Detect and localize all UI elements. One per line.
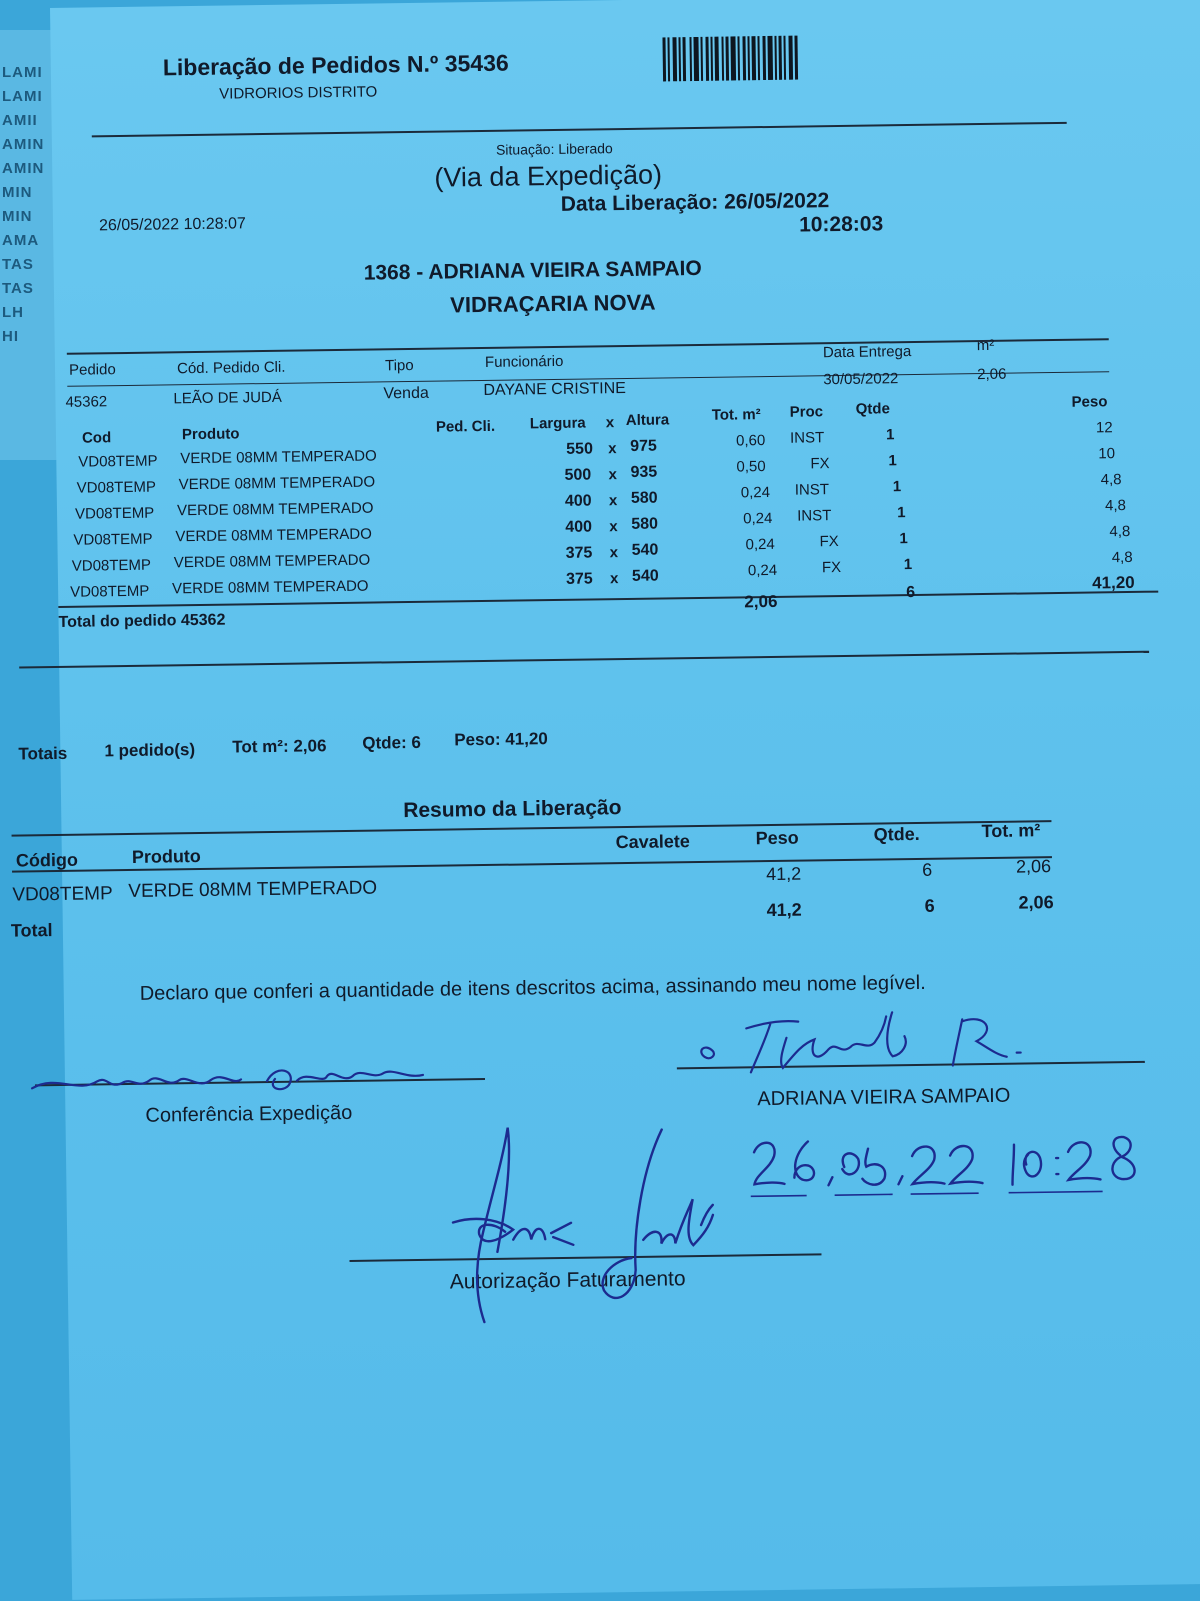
order-value-m2: 2,06	[977, 365, 1007, 384]
signature-label-expedicao: Conferência Expedição	[145, 1101, 353, 1127]
totals-pedidos: 1 pedido(s)	[104, 740, 196, 761]
summary-total-qtde: 6	[924, 895, 935, 916]
signature-cliente-handwriting	[686, 994, 1067, 1079]
summary-row-peso: 41,2	[766, 863, 802, 885]
row-largura: 500	[564, 466, 592, 484]
row-tot: 0,60	[735, 432, 766, 450]
row-tot: 0,24	[747, 561, 778, 580]
row-cod: VD08TEMP	[71, 556, 152, 575]
document-title: Liberação de Pedidos N.º 35436	[162, 49, 509, 81]
items-header-peso: Peso	[1071, 393, 1108, 411]
row-x: x	[609, 570, 619, 588]
row-produto: VERDE 08MM TEMPERADO	[180, 447, 377, 468]
row-largura: 550	[566, 440, 594, 458]
summary-title: Resumo da Liberação	[403, 796, 622, 823]
header-divider	[92, 122, 1067, 138]
row-qtde: 1	[899, 530, 908, 548]
row-tot: 0,50	[736, 458, 766, 476]
order-header-funcionario: Funcionário	[484, 352, 564, 371]
row-produto: VERDE 08MM TEMPERADO	[175, 525, 372, 546]
summary-header-peso: Peso	[755, 827, 799, 849]
row-peso: 4,8	[1100, 471, 1122, 489]
items-header-tot-m2: Tot. m²	[711, 406, 761, 424]
summary-header-produto: Produto	[131, 845, 201, 867]
items-header-ped-cli: Ped. Cli.	[435, 417, 496, 436]
signature-label-cliente: ADRIANA VIEIRA SAMPAIO	[757, 1084, 1011, 1111]
row-cod: VD08TEMP	[78, 452, 158, 471]
order-total-qtde: 6	[906, 583, 916, 602]
row-produto: VERDE 08MM TEMPERADO	[173, 551, 371, 572]
release-date: Data Liberação: 26/05/2022	[560, 189, 830, 216]
row-x: x	[608, 440, 617, 458]
company-name: VIDRORIOS DISTRITO	[219, 83, 378, 103]
order-bottom-divider	[19, 651, 1149, 669]
items-header-proc: Proc	[789, 403, 824, 421]
row-x: x	[608, 492, 618, 510]
handwritten-date	[750, 1123, 1151, 1209]
row-largura: 375	[565, 570, 593, 588]
summary-total-label: Total	[10, 920, 53, 941]
order-header-tipo: Tipo	[384, 356, 414, 375]
row-qtde: 1	[892, 478, 902, 496]
signature-faturamento-handwriting	[412, 1119, 735, 1343]
row-qtde: 1	[888, 452, 897, 470]
order-header-cod-cli: Cód. Pedido Cli.	[176, 358, 286, 378]
summary-row-produto: VERDE 08MM TEMPERADO	[128, 877, 378, 902]
declaration-text: Declaro que conferi a quantidade de itens descritos acima, assinando meu nome legível.	[139, 971, 926, 1005]
row-largura: 400	[564, 492, 592, 510]
order-header-pedido: Pedido	[68, 361, 116, 379]
status-label: Situação: Liberado	[495, 140, 613, 158]
row-produto: VERDE 08MM TEMPERADO	[178, 473, 376, 494]
summary-row-qtde: 6	[921, 859, 933, 880]
row-cod: VD08TEMP	[76, 478, 157, 497]
summary-row-codigo: VD08TEMP	[12, 883, 113, 906]
summary-total-tot-m2: 2,06	[1018, 892, 1054, 913]
row-peso: 12	[1095, 419, 1113, 437]
row-x: x	[609, 518, 618, 536]
print-datetime: 26/05/2022 10:28:07	[98, 215, 246, 235]
via-label: (Via da Expedição)	[434, 159, 663, 193]
row-cod: VD08TEMP	[74, 504, 155, 523]
row-x: x	[608, 466, 618, 484]
row-altura: 580	[631, 515, 659, 533]
order-value-pedido: 45362	[65, 393, 108, 411]
row-altura: 540	[631, 567, 659, 585]
summary-row-tot-m2: 2,06	[1015, 856, 1052, 877]
summary-header-tot-m2: Tot. m²	[981, 820, 1041, 842]
order-total-peso: 41,20	[1091, 572, 1135, 593]
row-qtde: 1	[897, 504, 906, 522]
row-largura: 375	[565, 544, 593, 562]
order-value-tipo: Venda	[383, 384, 429, 403]
totals-qtde: Qtde: 6	[362, 732, 421, 753]
client-company: VIDRAÇARIA NOVA	[450, 289, 656, 318]
order-value-funcionario: DAYANE CRISTINE	[483, 379, 627, 399]
release-time: 10:28:03	[798, 212, 884, 237]
row-tot: 0,24	[743, 509, 773, 528]
row-largura: 400	[565, 518, 593, 536]
summary-header-codigo: Código	[15, 849, 79, 871]
summary-header-cavalete: Cavalete	[615, 831, 690, 853]
row-altura: 935	[630, 463, 658, 481]
row-peso: 4,8	[1109, 522, 1131, 541]
row-altura: 975	[630, 437, 657, 455]
row-cod: VD08TEMP	[73, 530, 153, 549]
row-peso: 4,8	[1111, 548, 1133, 567]
signature-label-faturamento: Autorização Faturamento	[449, 1267, 686, 1294]
row-peso: 4,8	[1104, 497, 1127, 515]
underlying-sheet: LAMI LAMI AMII AMIN AMIN MIN MIN AMA TAS TAS LH HI	[0, 30, 71, 460]
items-header-qtde: Qtde	[855, 400, 890, 418]
row-proc: INST	[789, 429, 825, 447]
order-top-divider	[67, 338, 1109, 355]
row-altura: 540	[631, 541, 659, 559]
totals-tot-m2: Tot m²: 2,06	[232, 736, 327, 757]
row-proc: FX	[819, 533, 839, 551]
items-header-cod: Cod	[81, 429, 112, 447]
row-proc: FX	[821, 559, 842, 577]
row-altura: 580	[630, 489, 658, 507]
order-total-m2: 2,06	[744, 591, 778, 612]
row-proc: FX	[810, 455, 830, 473]
order-header-m2: m²	[976, 336, 995, 355]
row-peso: 10	[1098, 445, 1116, 463]
items-header-largura: Largura	[529, 414, 586, 433]
totals-label: Totais	[18, 743, 68, 764]
row-produto: VERDE 08MM TEMPERADO	[176, 499, 374, 520]
order-header-data-entrega: Data Entrega	[822, 343, 912, 362]
client-name: 1368 - ADRIANA VIEIRA SAMPAIO	[363, 256, 702, 285]
row-tot: 0,24	[745, 535, 775, 554]
totals-peso: Peso: 41,20	[454, 729, 548, 750]
order-total-label: Total do pedido 45362	[58, 611, 226, 631]
order-value-cod-cli: LEÃO DE JUDÁ	[173, 388, 282, 408]
items-header-altura: Altura	[625, 411, 670, 429]
summary-total-peso: 41,2	[766, 899, 802, 921]
order-value-data-entrega: 30/05/2022	[823, 370, 899, 389]
row-qtde: 1	[903, 556, 913, 574]
row-proc: INST	[794, 481, 830, 499]
row-qtde: 1	[885, 426, 895, 444]
items-header-produto: Produto	[181, 425, 240, 444]
row-cod: VD08TEMP	[70, 582, 150, 601]
summary-header-qtde: Qtde.	[873, 823, 920, 845]
items-header-x: x	[605, 414, 615, 432]
row-tot: 0,24	[740, 483, 771, 502]
row-x: x	[609, 544, 619, 562]
barcode-image	[662, 36, 798, 82]
signature-expedicao-handwriting	[26, 1039, 447, 1105]
row-produto: VERDE 08MM TEMPERADO	[172, 577, 369, 598]
row-proc: INST	[797, 507, 832, 525]
